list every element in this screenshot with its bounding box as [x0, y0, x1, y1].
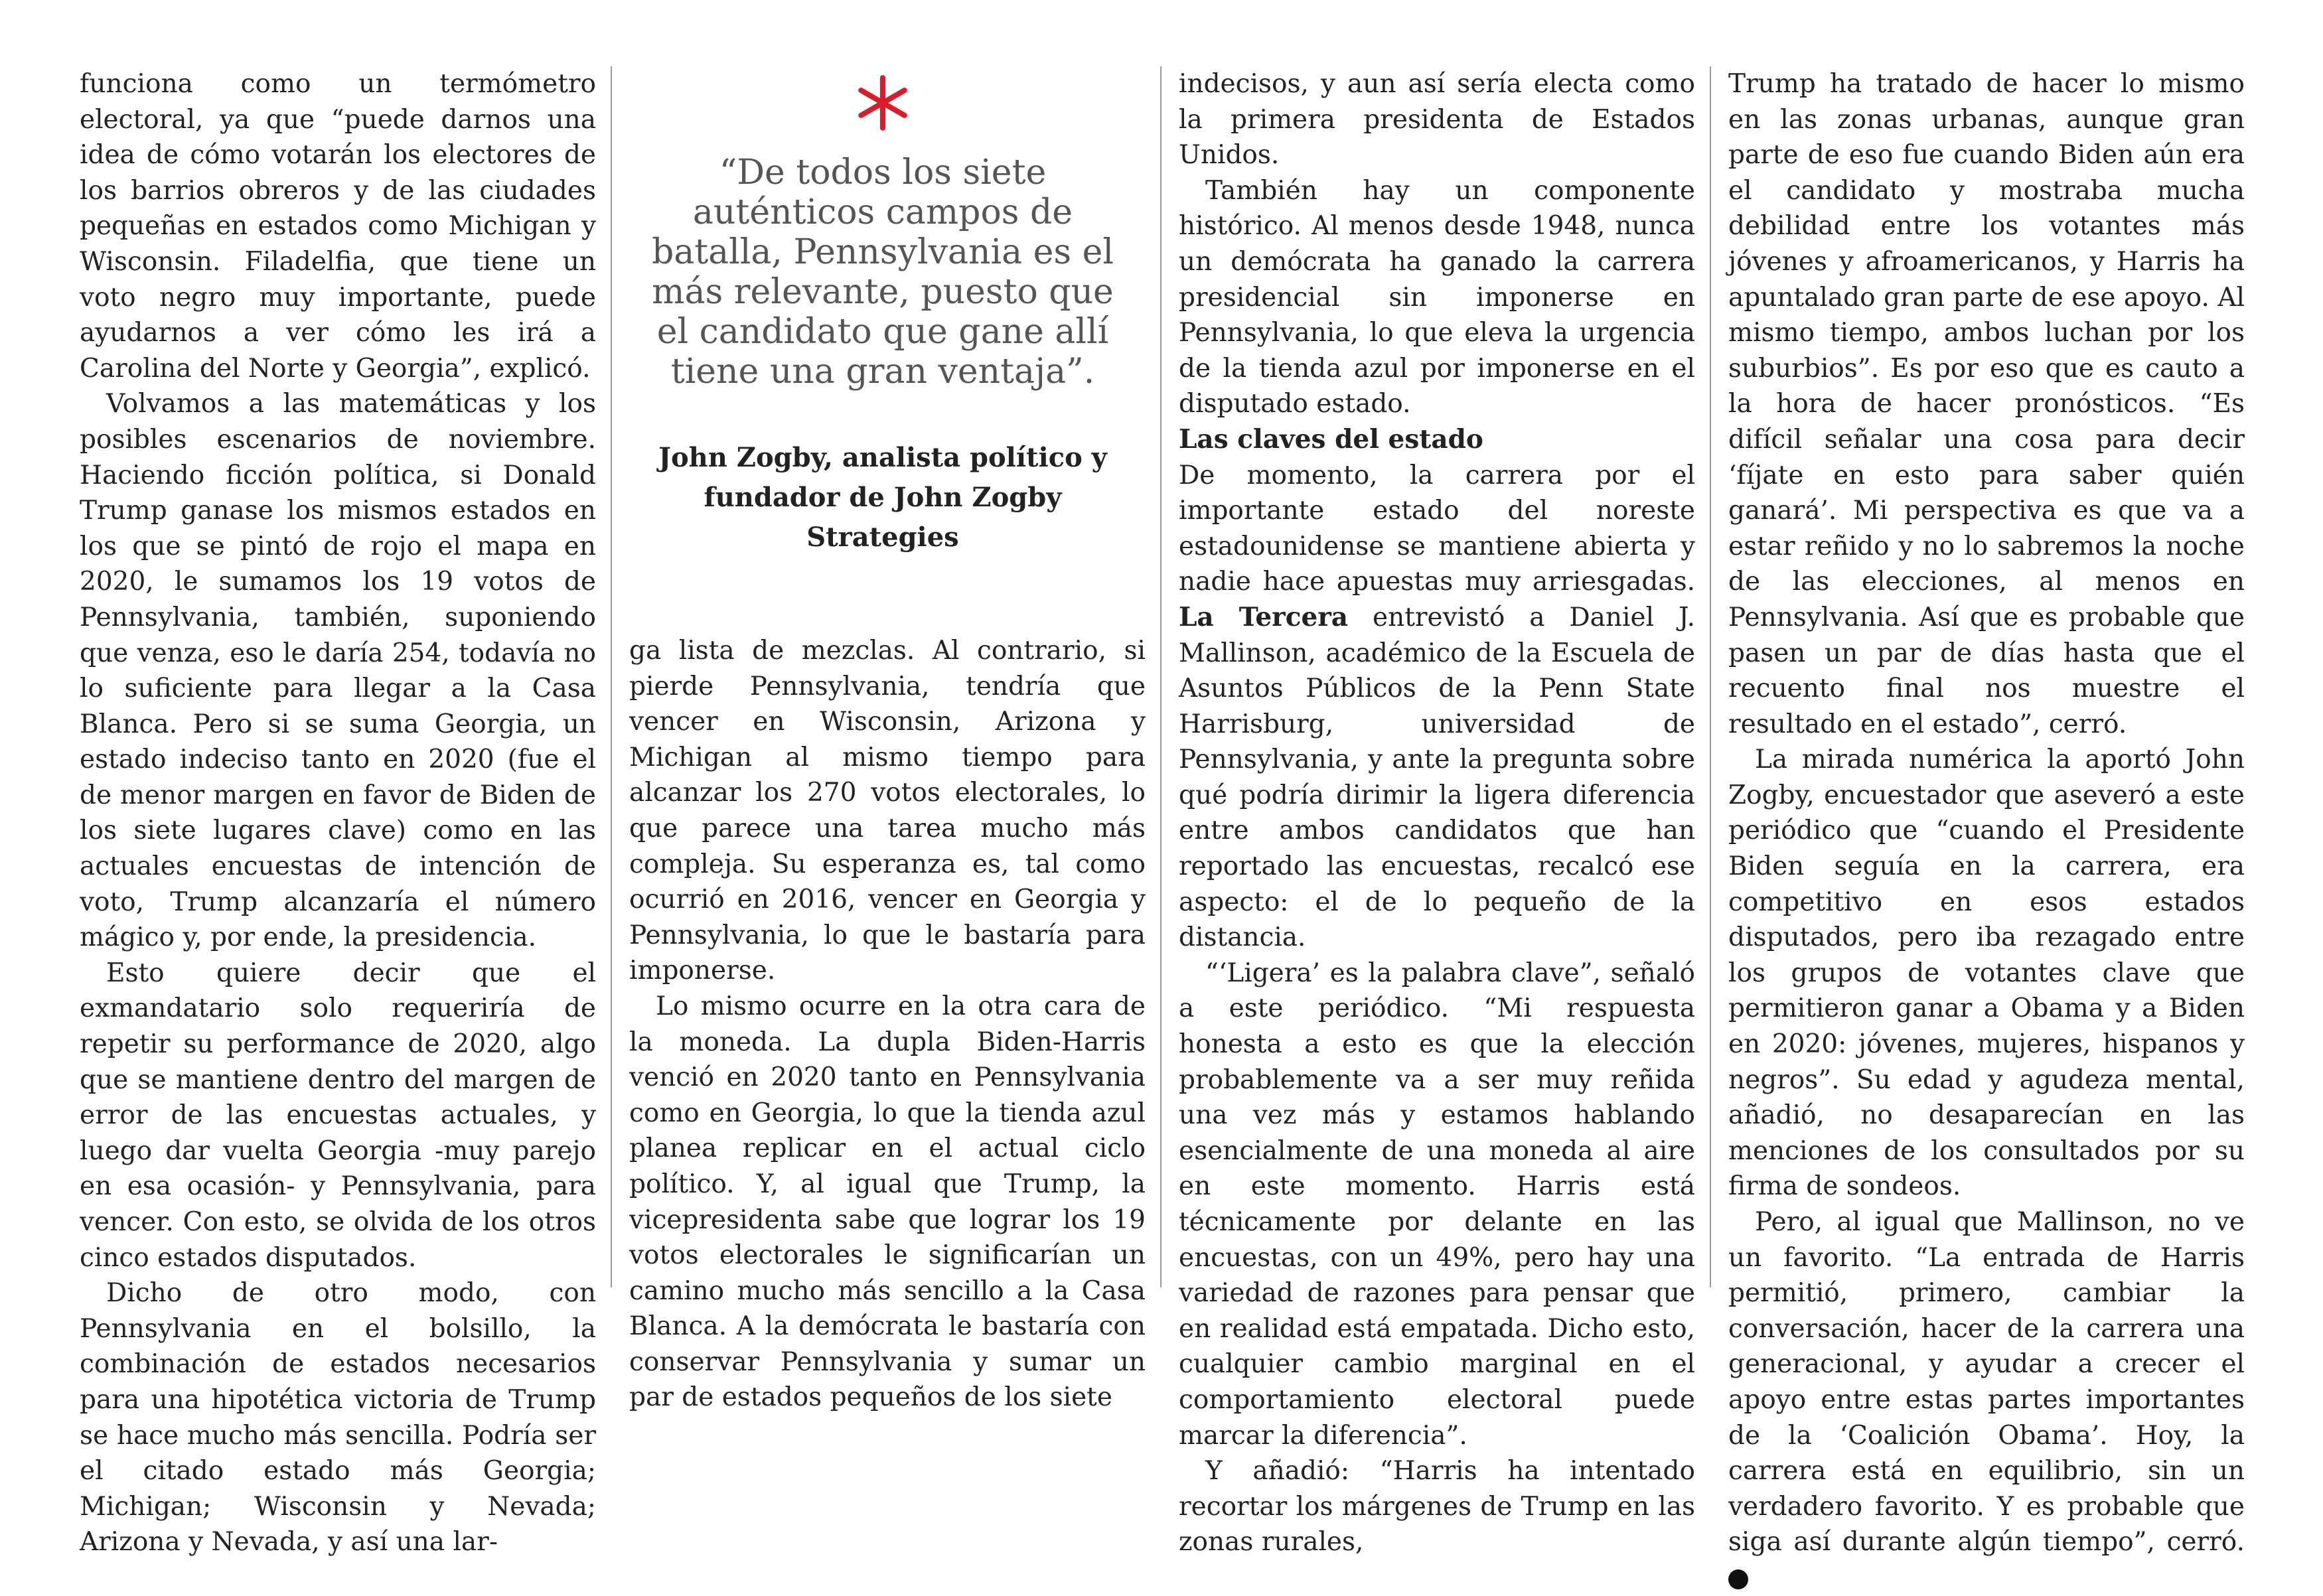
paragraph: Trump ha tratado de hacer lo mismo en las zonas urbanas, aunque gran parte de eso fue cuando Biden aún era el candidato y mostraba mucha debilidad entre los votantes más jóvenes y afroamericanos, y Harris ha apuntalado gran parte de ese apoyo. Al mismo tiempo, ambos luchan por los suburbios”. Es por eso que es cauto a la hora de hacer pronósticos. “Es difícil señalar una cosa para decir ‘fíjate en esto para saber quién ganará’. Mi perspectiva es que va a estar reñido y no lo sabremos la noche de las elecciones, al menos en Pennsylvania. Así que es probable que pasen un par de días hasta que el recuento final nos muestre el resultado en el estado”, cerró. [1728, 69, 2245, 739]
column-rule-3 [1710, 66, 1711, 1287]
section-subhead: Las claves del estado [1179, 423, 1483, 455]
paragraph: Dicho de otro modo, con Pennsylvania en el bolsillo, la combinación de estados necesarios para una hipotética victoria de Trump se hace mucho más sencilla. Podría ser el citado estado más Georgia; Michigan; Wisconsin y Nevada; Arizona y Nevada, y así una lar- [80, 1278, 596, 1558]
publication-name: La Tercera [1179, 601, 1349, 632]
paragraph: Volvamos a las matemáticas y los posibles escenarios de noviembre. Haciendo ficción política, si Donald Trump ganase los mismos estados en los que se pintó de rojo el mapa en 2020, le sumamos los 19 votos de Pennsylvania, también, suponiendo que venza, eso le daría 254, todavía no lo suficiente para llegar a la Casa Blanca. Pero si se suma Georgia, un estado indeciso tanto en 2020 (fue el de menor margen en favor de Biden de los siete lugares clave) como en las actuales encuestas de intención de voto, Trump alcanzaría el número mágico y, por ende, la presidencia. [80, 389, 596, 953]
paragraph: ga lista de mezclas. Al contrario, si pierde Pennsylvania, tendría que vencer en Wisconsin, Arizona y Michigan al mismo tiempo para alcanzar los 270 votos electorales, lo que parece una tarea mucho más compleja. Su esperanza es, tal como ocurrió en 2016, vencer en Georgia y Pennsylvania, lo que le bastaría para imponerse. [629, 636, 1146, 986]
paragraph: funciona como un termómetro electoral, ya que “puede darnos una idea de cómo votarán los electores de los barrios obreros y de las ciudades pequeñas en estados como Michigan y Wisconsin. Filadelfia, que tiene un voto negro muy importante, puede ayudarnos a ver cómo les irá a Carolina del Norte y Georgia”, explicó. [80, 69, 596, 384]
paragraph: Esto quiere decir que el exmandatario solo requeriría de repetir su performance de 2020, algo que se mantiene dentro del margen de error de las encuestas actuales, y luego dar vuelta Georgia -muy parejo en esa ocasión- y Pennsylvania, para vencer. Con esto, se olvida de los otros cinco estados disputados. [80, 958, 596, 1273]
end-mark-icon: T [1728, 1569, 1748, 1589]
paragraph: indecisos, y aun así sería electa como la primera presidenta de Estados Unidos. [1179, 69, 1695, 171]
column-3 [1179, 66, 1695, 1560]
pull-quote-attribution: John Zogby, analista político y fundador de John Zogby Strategies [658, 442, 1107, 553]
paragraph: Pero, al igual que Mallinson, no ve un favorito. “La entrada de Harris permitió, primero, cambiar la conversación, hacer de la carrera una generacional, y ayudar a crecer el apoyo entre estas partes importantes de la ‘Coalición Obama’. Hoy, la carrera está en equilibrio, sin un verdadero favorito. Y es probable que siga así durante algún tiempo”, cerró. T [1728, 1204, 2245, 1596]
column-rule-2 [1160, 66, 1162, 1287]
paragraph: De momento, la carrera por el importante estado del noreste estadounidense se mantiene abierta y nadie hace apuestas muy arriesgadas. La Tercera entrevistó a Daniel J. Mallinson, académico de la Escuela de Asuntos Públicos de la Penn State Harrisburg, universidad de Pennsylvania, y ante la pregunta sobre qué podría dirimir la ligera diferencia entre ambos candidatos que han reportado las encuestas, recalcó ese aspecto: el de lo pequeño de la distancia. [1179, 460, 1695, 953]
column-rule-1 [611, 66, 612, 1287]
asterisk-icon [853, 73, 913, 133]
paragraph: También hay un componente histórico. Al menos desde 1948, nunca un demócrata ha ganado la carrera presidencial sin imponerse en Pennsylvania, lo que eleva la urgencia de la tienda azul por imponerse en el disputado estado. [1179, 175, 1695, 419]
column-4 [1728, 66, 2245, 1596]
paragraph: Y añadió: “Harris ha intentado recortar los márgenes de Trump en las zonas rurales, [1179, 1456, 1695, 1558]
pull-quote [644, 73, 1122, 557]
paragraph: Lo mismo ocurre en la otra cara de la moneda. La dupla Biden-Harris venció en 2020 tanto en Pennsylvania como en Georgia, lo que la tienda azul planea replicar en el actual ciclo político. Y, al igual que Trump, la vicepresidenta sabe que lograr los 19 votos electorales le significarían un camino mucho más sencillo a la Casa Blanca. A la demócrata le bastaría con conservar Pennsylvania y sumar un par de estados pequeños de los siete [629, 991, 1146, 1413]
column-2 [629, 633, 1146, 1415]
paragraph: “‘Ligera’ es la palabra clave”, señaló a este periódico. “Mi respuesta honesta a esto es que la elección probablemente va a ser muy reñida una vez más y estamos hablando esencialmente de una moneda al aire en este momento. Harris está técnicamente por delante en las encuestas, con un 49%, pero hay una variedad de razones para pensar que en realidad está empatada. Dicho esto, cualquier cambio marginal en el comportamiento electoral puede marcar la diferencia”. [1179, 958, 1695, 1451]
paragraph: La mirada numérica la aportó John Zogby, encuestador que aseveró a este periódico que “cuando el Presidente Biden seguía en la carrera, era competitivo en esos estados disputados, pero iba rezagado entre los grupos de votantes clave que permitieron ganar a Obama y a Biden en 2020: jóvenes, mujeres, hispanos y negros”. Su edad y agudeza mental, añadió, no desaparecían en las menciones de los consultados por su firma de sondeos. [1728, 745, 2245, 1202]
column-1 [80, 66, 596, 1560]
pull-quote-text: “De todos los siete auténticos campos de batalla, Pennsylvania es el más relevante, puesto que el candidato que gane allí tiene una gran ventaja”. [651, 153, 1114, 392]
